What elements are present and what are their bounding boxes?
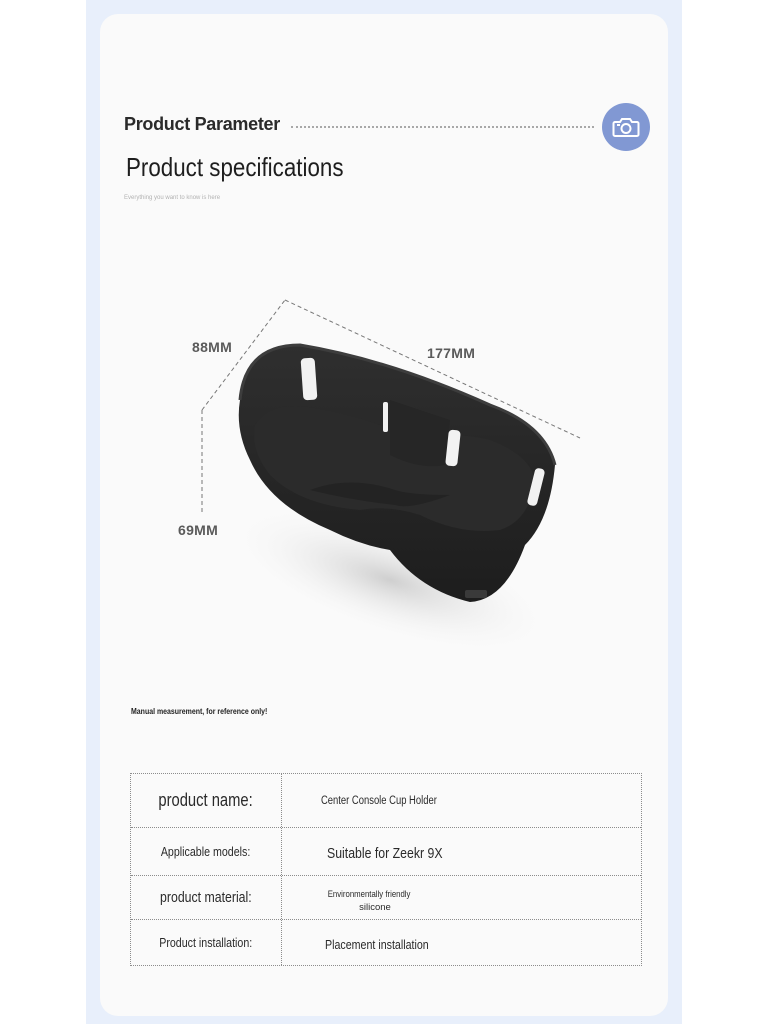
spec-label-text: product material: <box>160 888 252 906</box>
measurement-note: Manual measurement, for reference only! <box>131 706 268 716</box>
page-subtitle: Everything you want to know is here <box>124 195 221 201</box>
dimension-width: 88MM <box>192 339 233 355</box>
spec-value-text: Placement installation <box>325 937 429 952</box>
spec-value-product-name <box>321 795 462 807</box>
page-title: Product specifications <box>126 152 344 182</box>
spec-label-product-installation <box>131 919 281 965</box>
spec-column-divider <box>281 774 282 965</box>
spec-value-text: Suitable for Zeekr 9X <box>327 845 443 862</box>
spec-table <box>130 773 642 966</box>
camera-icon <box>612 116 640 138</box>
spec-label-product-name <box>131 774 281 827</box>
camera-button[interactable] <box>602 103 650 151</box>
spec-value-product-installation <box>325 937 451 952</box>
spec-label-text: product name: <box>158 790 254 810</box>
section-title: Product Parameter <box>124 114 280 134</box>
spec-label-product-material <box>131 875 281 919</box>
dotted-divider <box>291 126 594 128</box>
spec-value-product-material <box>324 888 434 914</box>
dimension-height: 69MM <box>178 522 219 538</box>
spec-label-text: Applicable models: <box>161 843 251 859</box>
spec-value-applicable-models <box>327 845 468 862</box>
spec-label-text: Product installation: <box>159 934 253 950</box>
dimension-length: 177MM <box>427 345 476 361</box>
spec-value-text-line1: Environmentally friendly <box>327 889 411 900</box>
spec-value-text: Center Console Cup Holder <box>321 795 437 807</box>
spec-value-text-line2: silicone <box>359 902 391 913</box>
spec-label-applicable-models <box>131 827 281 875</box>
